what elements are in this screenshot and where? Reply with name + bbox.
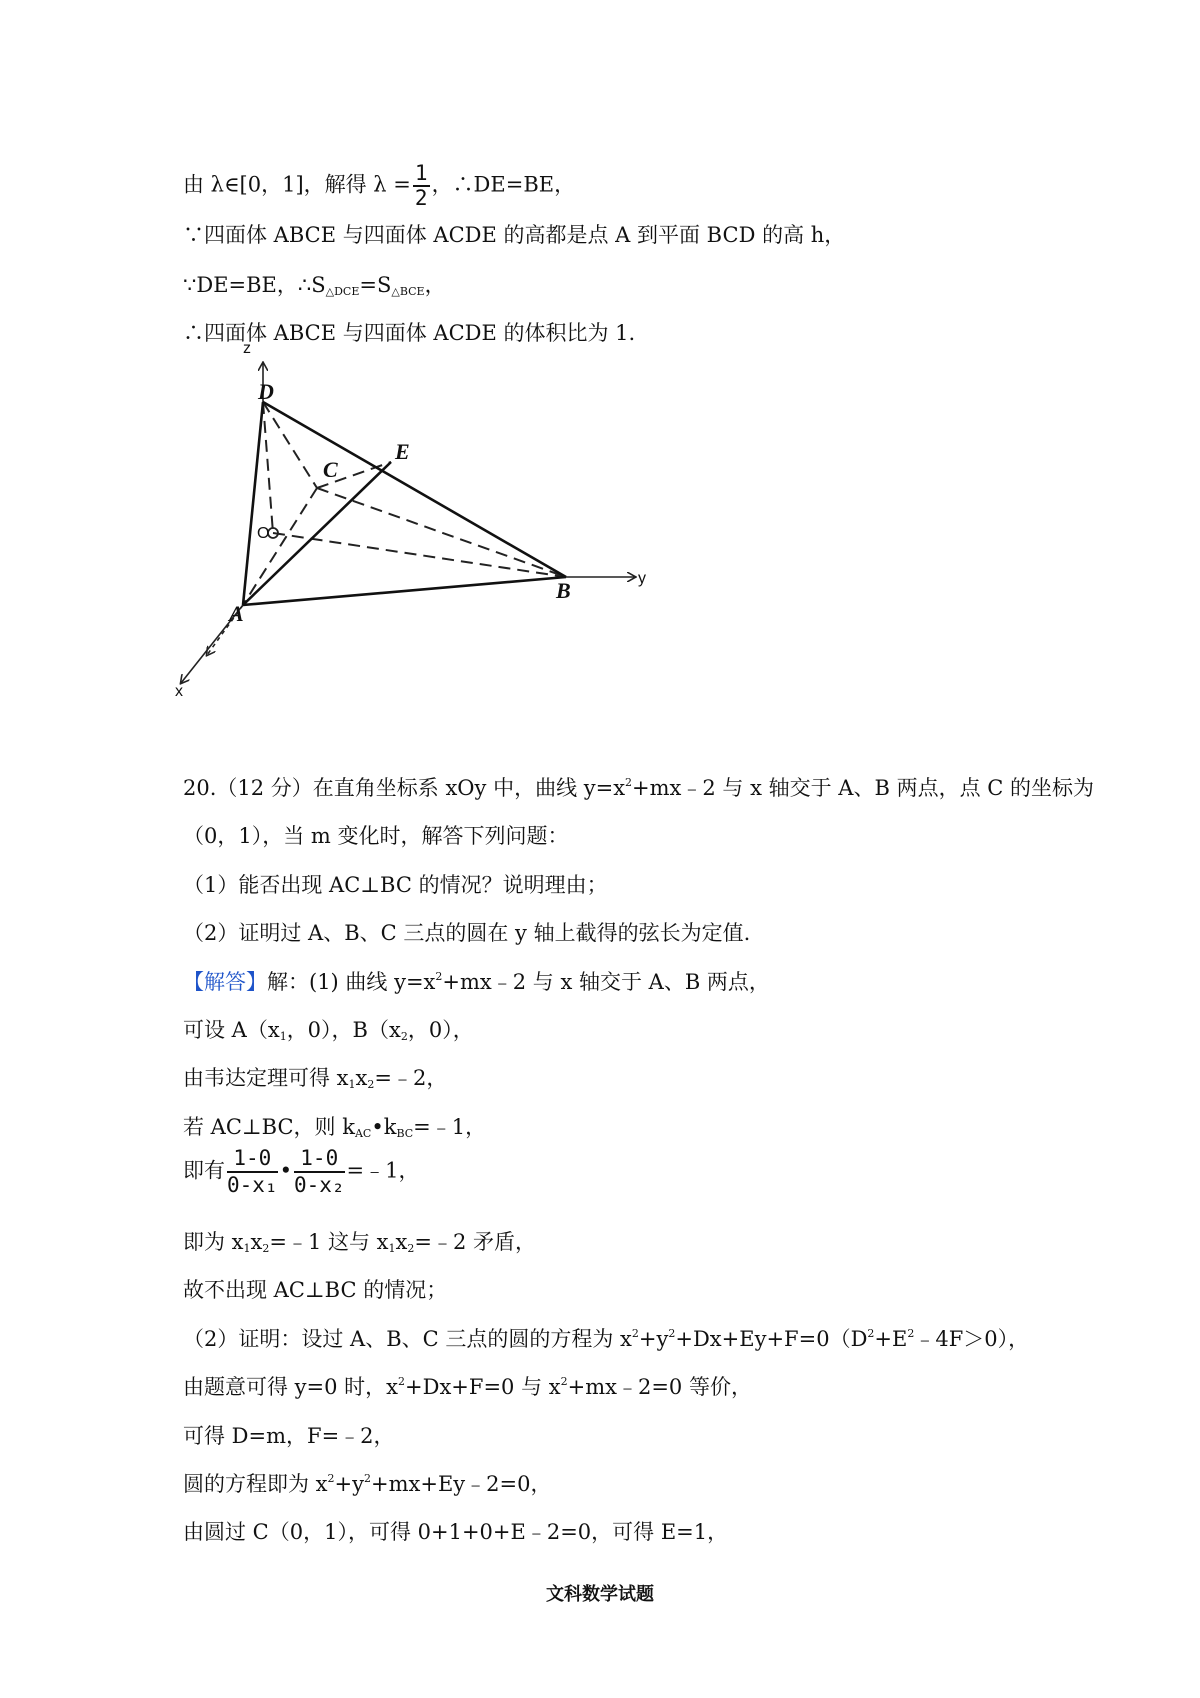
- s6-c: =﹣1 这与 x: [269, 1230, 389, 1254]
- s8-e1: 2: [631, 1327, 639, 1340]
- line3-sub2: △BCE: [391, 285, 425, 298]
- line3-a: ∵DE=BE，∴S: [183, 273, 326, 297]
- text-line-3: [183, 275, 446, 296]
- s4-b: •k: [371, 1115, 397, 1139]
- q20-exp: 2: [625, 776, 633, 789]
- s9-a: 由题意可得 y=0 时，x: [183, 1375, 399, 1399]
- label-x: x: [175, 683, 183, 700]
- edge-DC: [263, 402, 317, 488]
- s2-s1: 1: [279, 1030, 287, 1043]
- s2-a: 可设 A（x: [183, 1018, 280, 1042]
- solution-line-9: [183, 1377, 752, 1398]
- s3-s1: 1: [348, 1078, 356, 1091]
- solution-line-1: [183, 972, 770, 993]
- text-line-1: [183, 163, 575, 209]
- solution-line-8: [183, 1329, 1029, 1350]
- s4-c: =﹣1，: [413, 1115, 487, 1139]
- s11-b: +y: [334, 1472, 364, 1496]
- frac1-num: 1-0: [227, 1147, 278, 1173]
- text-line-2: ∵四面体 ABCE 与四面体 ACDE 的高都是点 A 到平面 BCD 的高 h，: [183, 223, 846, 247]
- label-A: A: [229, 601, 244, 626]
- s11-c: +mx+Ey﹣2=0，: [371, 1472, 552, 1496]
- solution-line-5: [183, 1147, 420, 1197]
- s8-a: （2）证明：设过 A、B、C 三点的圆的方程为 x: [183, 1327, 632, 1351]
- s4-s1: AC: [354, 1127, 372, 1140]
- q20-a: 20.（12 分）在直角坐标系 xOy 中，曲线 y=x: [183, 776, 626, 800]
- solution-line-4: [183, 1117, 486, 1138]
- s6-s4: 2: [407, 1242, 415, 1255]
- s4-a: 若 AC⊥BC，则 k: [183, 1115, 355, 1139]
- s5-a: 即有: [183, 1158, 225, 1183]
- label-C: C: [323, 457, 338, 482]
- edge-DB: [263, 402, 566, 577]
- hidden-edges: [243, 402, 566, 605]
- s6-a: 即为 x: [183, 1230, 244, 1254]
- s8-e2: 2: [668, 1327, 676, 1340]
- s6-b: x: [250, 1230, 263, 1254]
- s6-d: x: [395, 1230, 408, 1254]
- solution-tag: 【解答】: [183, 970, 267, 994]
- solution-line-11: [183, 1474, 551, 1495]
- edge-CB: [317, 488, 566, 577]
- page-footer: 文科数学试题: [546, 1584, 654, 1605]
- visible-edges: [243, 402, 566, 605]
- text-line-4: ∴四面体 ABCE 与四面体 ACDE 的体积比为 1.: [183, 321, 636, 345]
- line1-prefix: 由 λ∈[0，1]，解得 λ =: [183, 172, 411, 197]
- solution-line-3: [183, 1068, 447, 1089]
- q20-b: +mx﹣2 与 x 轴交于 A、B 两点，点 C 的坐标为: [632, 776, 1094, 800]
- edge-OB: [273, 533, 566, 577]
- s9-c: +mx﹣2=0 等价，: [567, 1375, 752, 1399]
- frac1-den: 0-x₁: [227, 1173, 278, 1198]
- frac2-num: 1-0: [294, 1147, 345, 1173]
- edge-DA: [243, 402, 263, 605]
- edge-AB: [243, 577, 566, 605]
- fraction-one-half: [413, 163, 430, 209]
- fraction-1: [227, 1147, 278, 1197]
- s8-e4: 2: [907, 1327, 915, 1340]
- label-E: E: [395, 439, 410, 464]
- s5-c: =﹣1，: [346, 1158, 420, 1183]
- q20-part-1: （1）能否出现 AC⊥BC 的情况？说明理由；: [183, 873, 608, 897]
- q20-part-2: （2）证明过 A、B、C 三点的圆在 y 轴上截得的弦长为定值.: [183, 921, 751, 945]
- sol1-exp: 2: [435, 970, 443, 983]
- s6-s1: 1: [243, 1242, 251, 1255]
- s8-f: ﹣4F＞0），: [914, 1327, 1030, 1351]
- solution-line-10: 可得 D=m，F=﹣2，: [183, 1424, 395, 1448]
- solution-line-2: [183, 1020, 474, 1041]
- label-O: O: [257, 525, 270, 542]
- fraction-numerator: 1: [414, 161, 428, 185]
- s9-e2: 2: [560, 1375, 568, 1388]
- s11-e1: 2: [327, 1472, 335, 1485]
- s2-c: ，0），: [407, 1018, 474, 1042]
- fraction-denominator: 2: [414, 186, 428, 210]
- s8-c: +Dx+Ey+F=0（D: [675, 1327, 868, 1351]
- s11-e2: 2: [364, 1472, 371, 1485]
- label-y: y: [638, 570, 646, 587]
- line3-c: ，: [424, 273, 446, 297]
- s4-s2: BC: [396, 1127, 414, 1140]
- s3-s2: 2: [367, 1078, 375, 1091]
- s9-e1: 2: [398, 1375, 406, 1388]
- s5-dot: •: [279, 1158, 292, 1183]
- s6-s3: 1: [388, 1242, 396, 1255]
- fraction-2: [294, 1147, 345, 1197]
- s6-e: =﹣2 矛盾，: [414, 1230, 537, 1254]
- s9-b: +Dx+F=0 与 x: [405, 1375, 561, 1399]
- s2-s2: 2: [400, 1030, 408, 1043]
- q20-line-1: [183, 778, 1094, 799]
- sol1-b: +mx﹣2 与 x 轴交于 A、B 两点，: [442, 970, 770, 994]
- line1-suffix: ，∴DE=BE，: [431, 172, 576, 197]
- tetrahedron-figure: [175, 340, 653, 755]
- frac2-den: 0-x₂: [293, 1173, 345, 1198]
- label-z: z: [243, 340, 251, 357]
- line3-sub1: △DCE: [325, 285, 360, 298]
- edge-DO: [263, 402, 273, 533]
- sol1-a: 解：(1) 曲线 y=x: [267, 970, 436, 994]
- s8-d: +E: [874, 1327, 908, 1351]
- s11-a: 圆的方程即为 x: [183, 1472, 328, 1496]
- q20-line-2: （0，1），当 m 变化时，解答下列问题：: [183, 824, 569, 848]
- solution-line-6: [183, 1232, 536, 1253]
- label-B: B: [556, 578, 571, 603]
- line3-b: =S: [359, 273, 392, 297]
- solution-line-7: 故不出现 AC⊥BC 的情况；: [183, 1278, 448, 1302]
- s6-s2: 2: [262, 1242, 270, 1255]
- s3-c: =﹣2，: [374, 1066, 448, 1090]
- solution-line-12: 由圆过 C（0，1），可得 0+1+0+E﹣2=0，可得 E=1，: [183, 1520, 729, 1544]
- s3-b: x: [355, 1066, 368, 1090]
- s8-b: +y: [638, 1327, 669, 1351]
- s2-b: ，0），B（x: [286, 1018, 401, 1042]
- s3-a: 由韦达定理可得 x: [183, 1066, 349, 1090]
- label-D: D: [258, 379, 274, 404]
- s8-e3: 2: [867, 1327, 875, 1340]
